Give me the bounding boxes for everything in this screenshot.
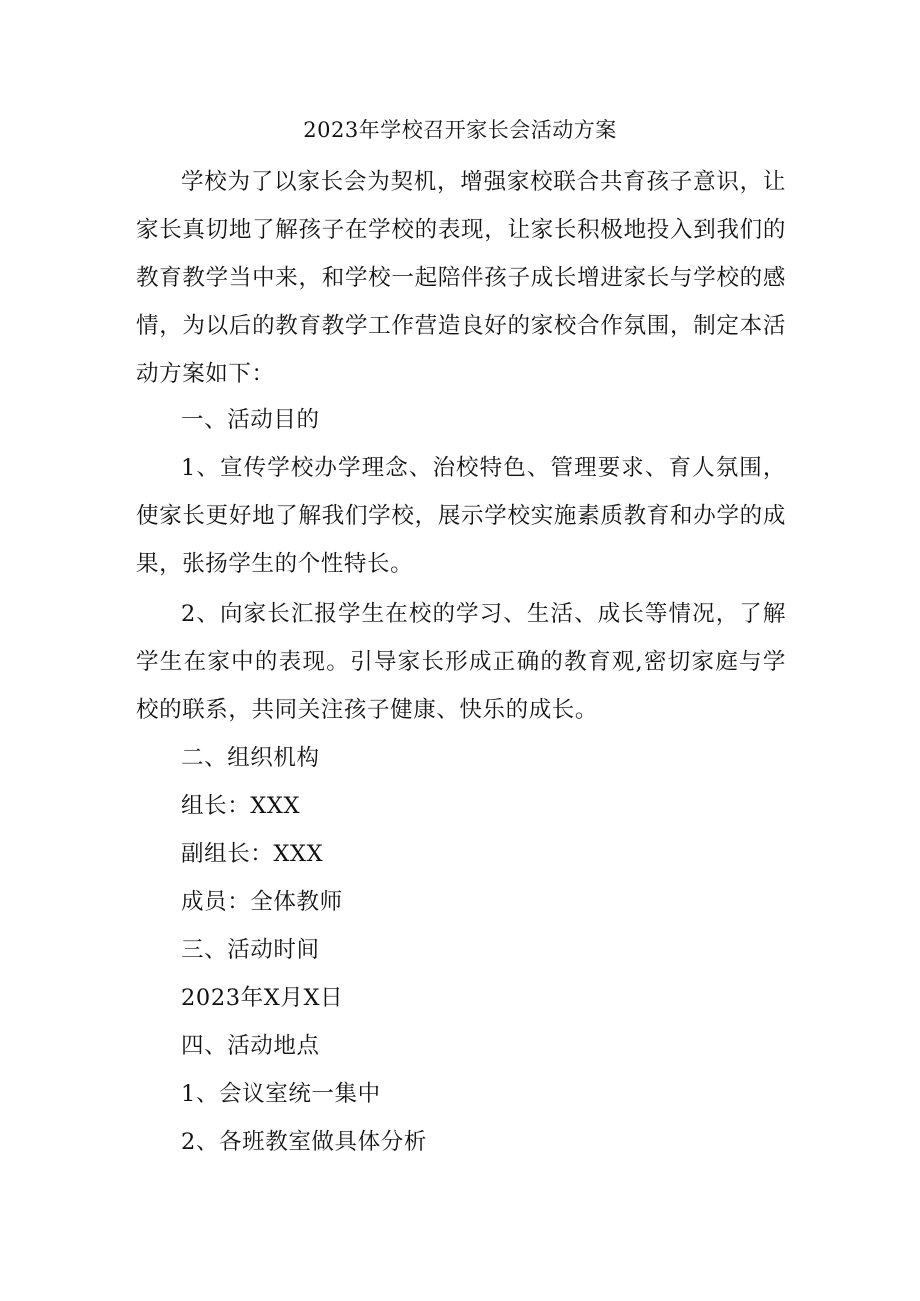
section-heading-organization: 二、组织机构 — [181, 745, 320, 771]
location-item-2: 2、各班教室做具体分析 — [181, 1129, 427, 1155]
intro-paragraph: 学校为了以家长会为契机，增强家校联合共育孩子意识，让家长真切地了解孩子在学校的表现，让家长积极地投入到我们的教育教学当中来，和学校一起陪伴孩子成长增进家长与学校的感情，为以后的教育教学工作营造良好的家校合作氛围，制定本活动方案如下： — [136, 169, 786, 387]
leader-line: 组长：XXX — [181, 793, 301, 819]
members-line: 成员：全体教师 — [181, 889, 343, 915]
section-heading-location: 四、活动地点 — [181, 1033, 320, 1059]
purpose-item-2: 2、向家长汇报学生在校的学习、生活、成长等情况，了解学生在家中的表现。引导家长形成正确的教育观,密切家庭与学校的联系，共同关注孩子健康、快乐的成长。 — [136, 601, 786, 723]
purpose-item-1: 1、宣传学校办学理念、治校特色、管理要求、育人氛围，使家长更好地了解我们学校，展示学校实施素质教育和办学的成果，张扬学生的个性特长。 — [136, 455, 786, 577]
section-heading-purpose: 一、活动目的 — [181, 407, 320, 433]
deputy-leader-line: 副组长：XXX — [181, 841, 324, 867]
document-title: 2023年学校召开家长会活动方案 — [303, 118, 617, 142]
section-heading-time: 三、活动时间 — [181, 937, 320, 963]
activity-date: 2023年X月X日 — [181, 985, 344, 1011]
location-item-1: 1、会议室统一集中 — [181, 1081, 381, 1107]
